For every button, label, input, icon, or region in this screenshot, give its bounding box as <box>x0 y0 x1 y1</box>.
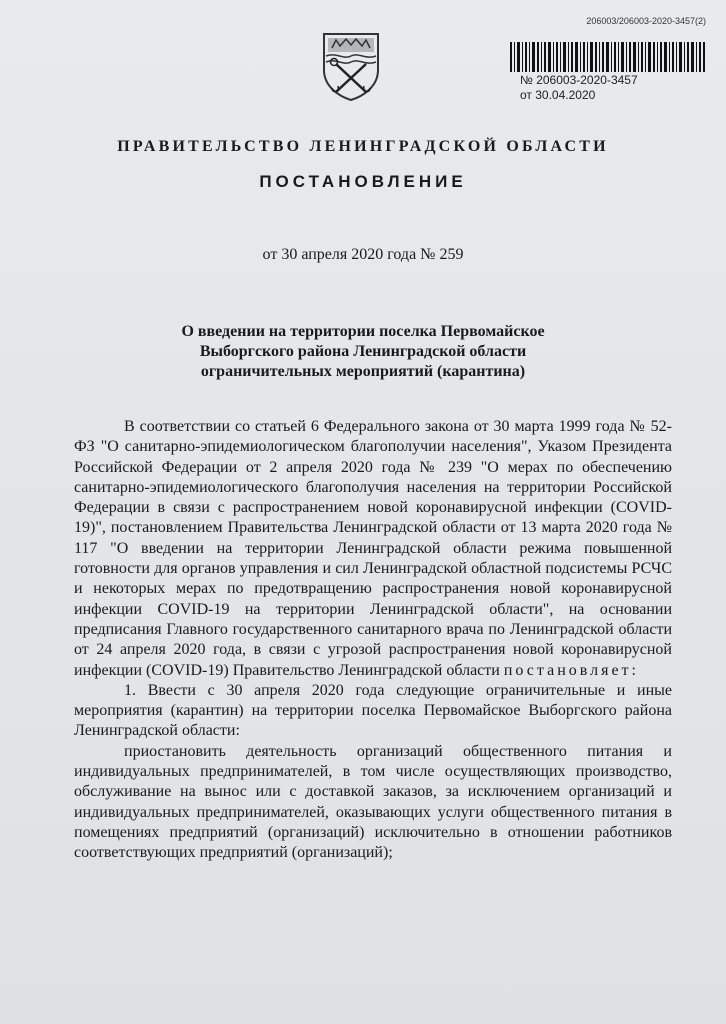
title-line: ограничительных мероприятий (карантина) <box>200 363 526 380</box>
item-1-paragraph: 1. Ввести с 30 апреля 2020 года следующие ограничительные и иные мероприятия (карантин) на территории поселка Первомайское Выборгского района Ленинградской области: <box>74 681 672 740</box>
document-title <box>100 322 626 382</box>
title-line: Выборгского района Ленинградской области <box>199 343 527 360</box>
document-type: ПОСТАНОВЛЕНИЕ <box>259 172 467 191</box>
barcode <box>510 42 706 72</box>
title-line: О введении на территории поселка Первомайское <box>181 323 545 340</box>
government-name: ПРАВИТЕЛЬСТВО ЛЕНИНГРАДСКОЙ ОБЛАСТИ <box>117 138 609 155</box>
resolves-word: постановляет: <box>503 661 639 679</box>
item-1-subparagraph: приостановить деятельность организаций общественного питания и индивидуальных предпринимателей, в том числе осуществляющих производство, обслуживание на вынос или с доставкой заказов, за исключением организаций и индивидуальных предпринимателей, оказывающих услуги общественного питания в помещениях предприятий (организаций) исключительно в отношении работников соответствующих предприятий (организаций); <box>74 742 672 862</box>
registration-date: от 30.04.2020 <box>520 88 596 102</box>
document-date-number: от 30 апреля 2020 года № 259 <box>262 246 464 263</box>
document-body <box>74 417 672 864</box>
registration-number: № 206003-2020-3457 <box>520 73 638 87</box>
reference-number: 206003/206003-2020-3457(2) <box>586 16 706 26</box>
preamble-paragraph <box>74 417 672 681</box>
preamble-text: В соответствии со статьей 6 Федерального закона от 30 марта 1999 года № 52-ФЗ "О санитарно-эпидемиологическом благополучии населения", Указом Президента Российской Федерации от 2 апреля 2020 года № 239 "О мерах по обеспечению санитарно-эпидемиологического благополучия населения на территории Российской Федерации в связи с распространением новой коронавирусной инфекции (COVID-19)", постановлением Правительства Ленинградской области от 13 марта 2020 года № 117 "О введении на территории Ленинградской области режима повышенной готовности для органов управления и сил Ленинградской областной подсистемы РСЧС и некоторых мерах по предотвращению распространения новой коронавирусной инфекции COVID-19 на территории Ленинградской области", на основании предписания Главного государственного санитарного врача по Ленинградской области от 24 апреля 2020 года, в связи с угрозой распространения новой коронавирусной инфекции (COVID-19) Правительство Ленинградской области <box>74 418 672 679</box>
coat-of-arms-icon <box>318 30 384 102</box>
